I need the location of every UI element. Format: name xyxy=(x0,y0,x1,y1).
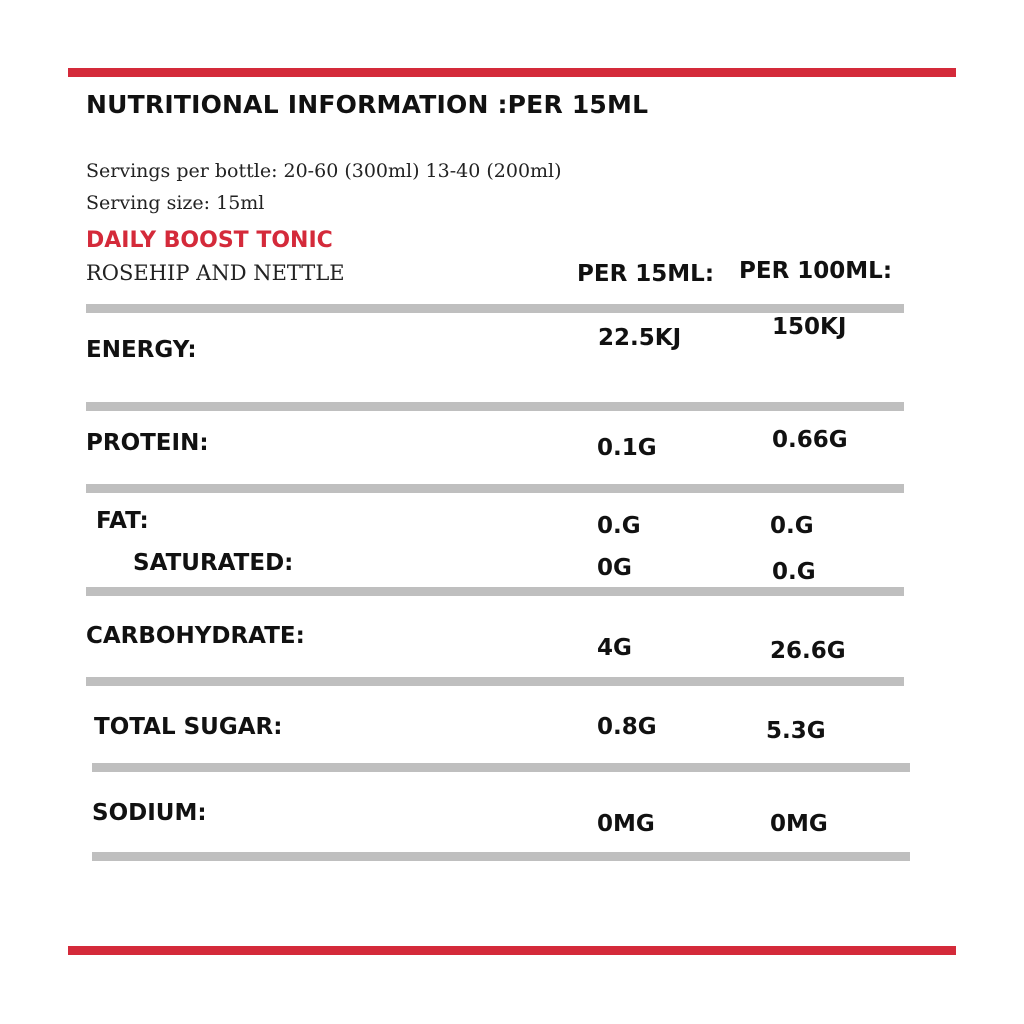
protein-per-serving: 0.1G xyxy=(597,435,657,461)
table-divider xyxy=(86,587,904,596)
table-divider xyxy=(86,677,904,686)
total-sugar-per-100ml: 5.3G xyxy=(766,718,826,744)
saturated-per-100ml: 0.G xyxy=(772,559,816,585)
row-label-sodium: SODIUM: xyxy=(92,800,207,826)
protein-per-100ml: 0.66G xyxy=(772,427,848,453)
servings-per-bottle: Servings per bottle: 20-60 (300ml) 13-40 (200ml) xyxy=(86,160,562,182)
row-label-energy: ENERGY: xyxy=(86,337,197,363)
row-label-saturated: SATURATED: xyxy=(133,550,294,576)
energy-per-serving: 22.5KJ xyxy=(598,325,682,351)
bottom-red-rule xyxy=(68,946,956,955)
fat-per-serving: 0.G xyxy=(597,513,641,539)
product-variant: ROSEHIP AND NETTLE xyxy=(86,261,345,285)
table-divider xyxy=(92,852,910,861)
sodium-per-serving: 0MG xyxy=(597,811,655,837)
table-divider xyxy=(86,402,904,411)
row-label-total-sugar: TOTAL SUGAR: xyxy=(94,714,283,740)
serving-size: Serving size: 15ml xyxy=(86,192,265,214)
energy-per-100ml: 150KJ xyxy=(772,314,847,340)
page-title: NUTRITIONAL INFORMATION :PER 15ML xyxy=(86,90,649,119)
carbohydrate-per-100ml: 26.6G xyxy=(770,638,846,664)
total-sugar-per-serving: 0.8G xyxy=(597,714,657,740)
row-label-carbohydrate: CARBOHYDRATE: xyxy=(86,623,305,649)
table-divider xyxy=(86,304,904,313)
fat-per-100ml: 0.G xyxy=(770,513,814,539)
saturated-per-serving: 0G xyxy=(597,555,632,581)
sodium-per-100ml: 0MG xyxy=(770,811,828,837)
column-heading-per-100ml: PER 100ML: xyxy=(739,258,893,284)
top-red-rule xyxy=(68,68,956,77)
row-label-protein: PROTEIN: xyxy=(86,430,209,456)
row-label-fat: FAT: xyxy=(96,508,149,534)
table-divider xyxy=(86,484,904,493)
table-divider xyxy=(92,763,910,772)
column-heading-per-serving: PER 15ML: xyxy=(577,261,715,287)
product-name: DAILY BOOST TONIC xyxy=(86,228,333,253)
carbohydrate-per-serving: 4G xyxy=(597,635,632,661)
